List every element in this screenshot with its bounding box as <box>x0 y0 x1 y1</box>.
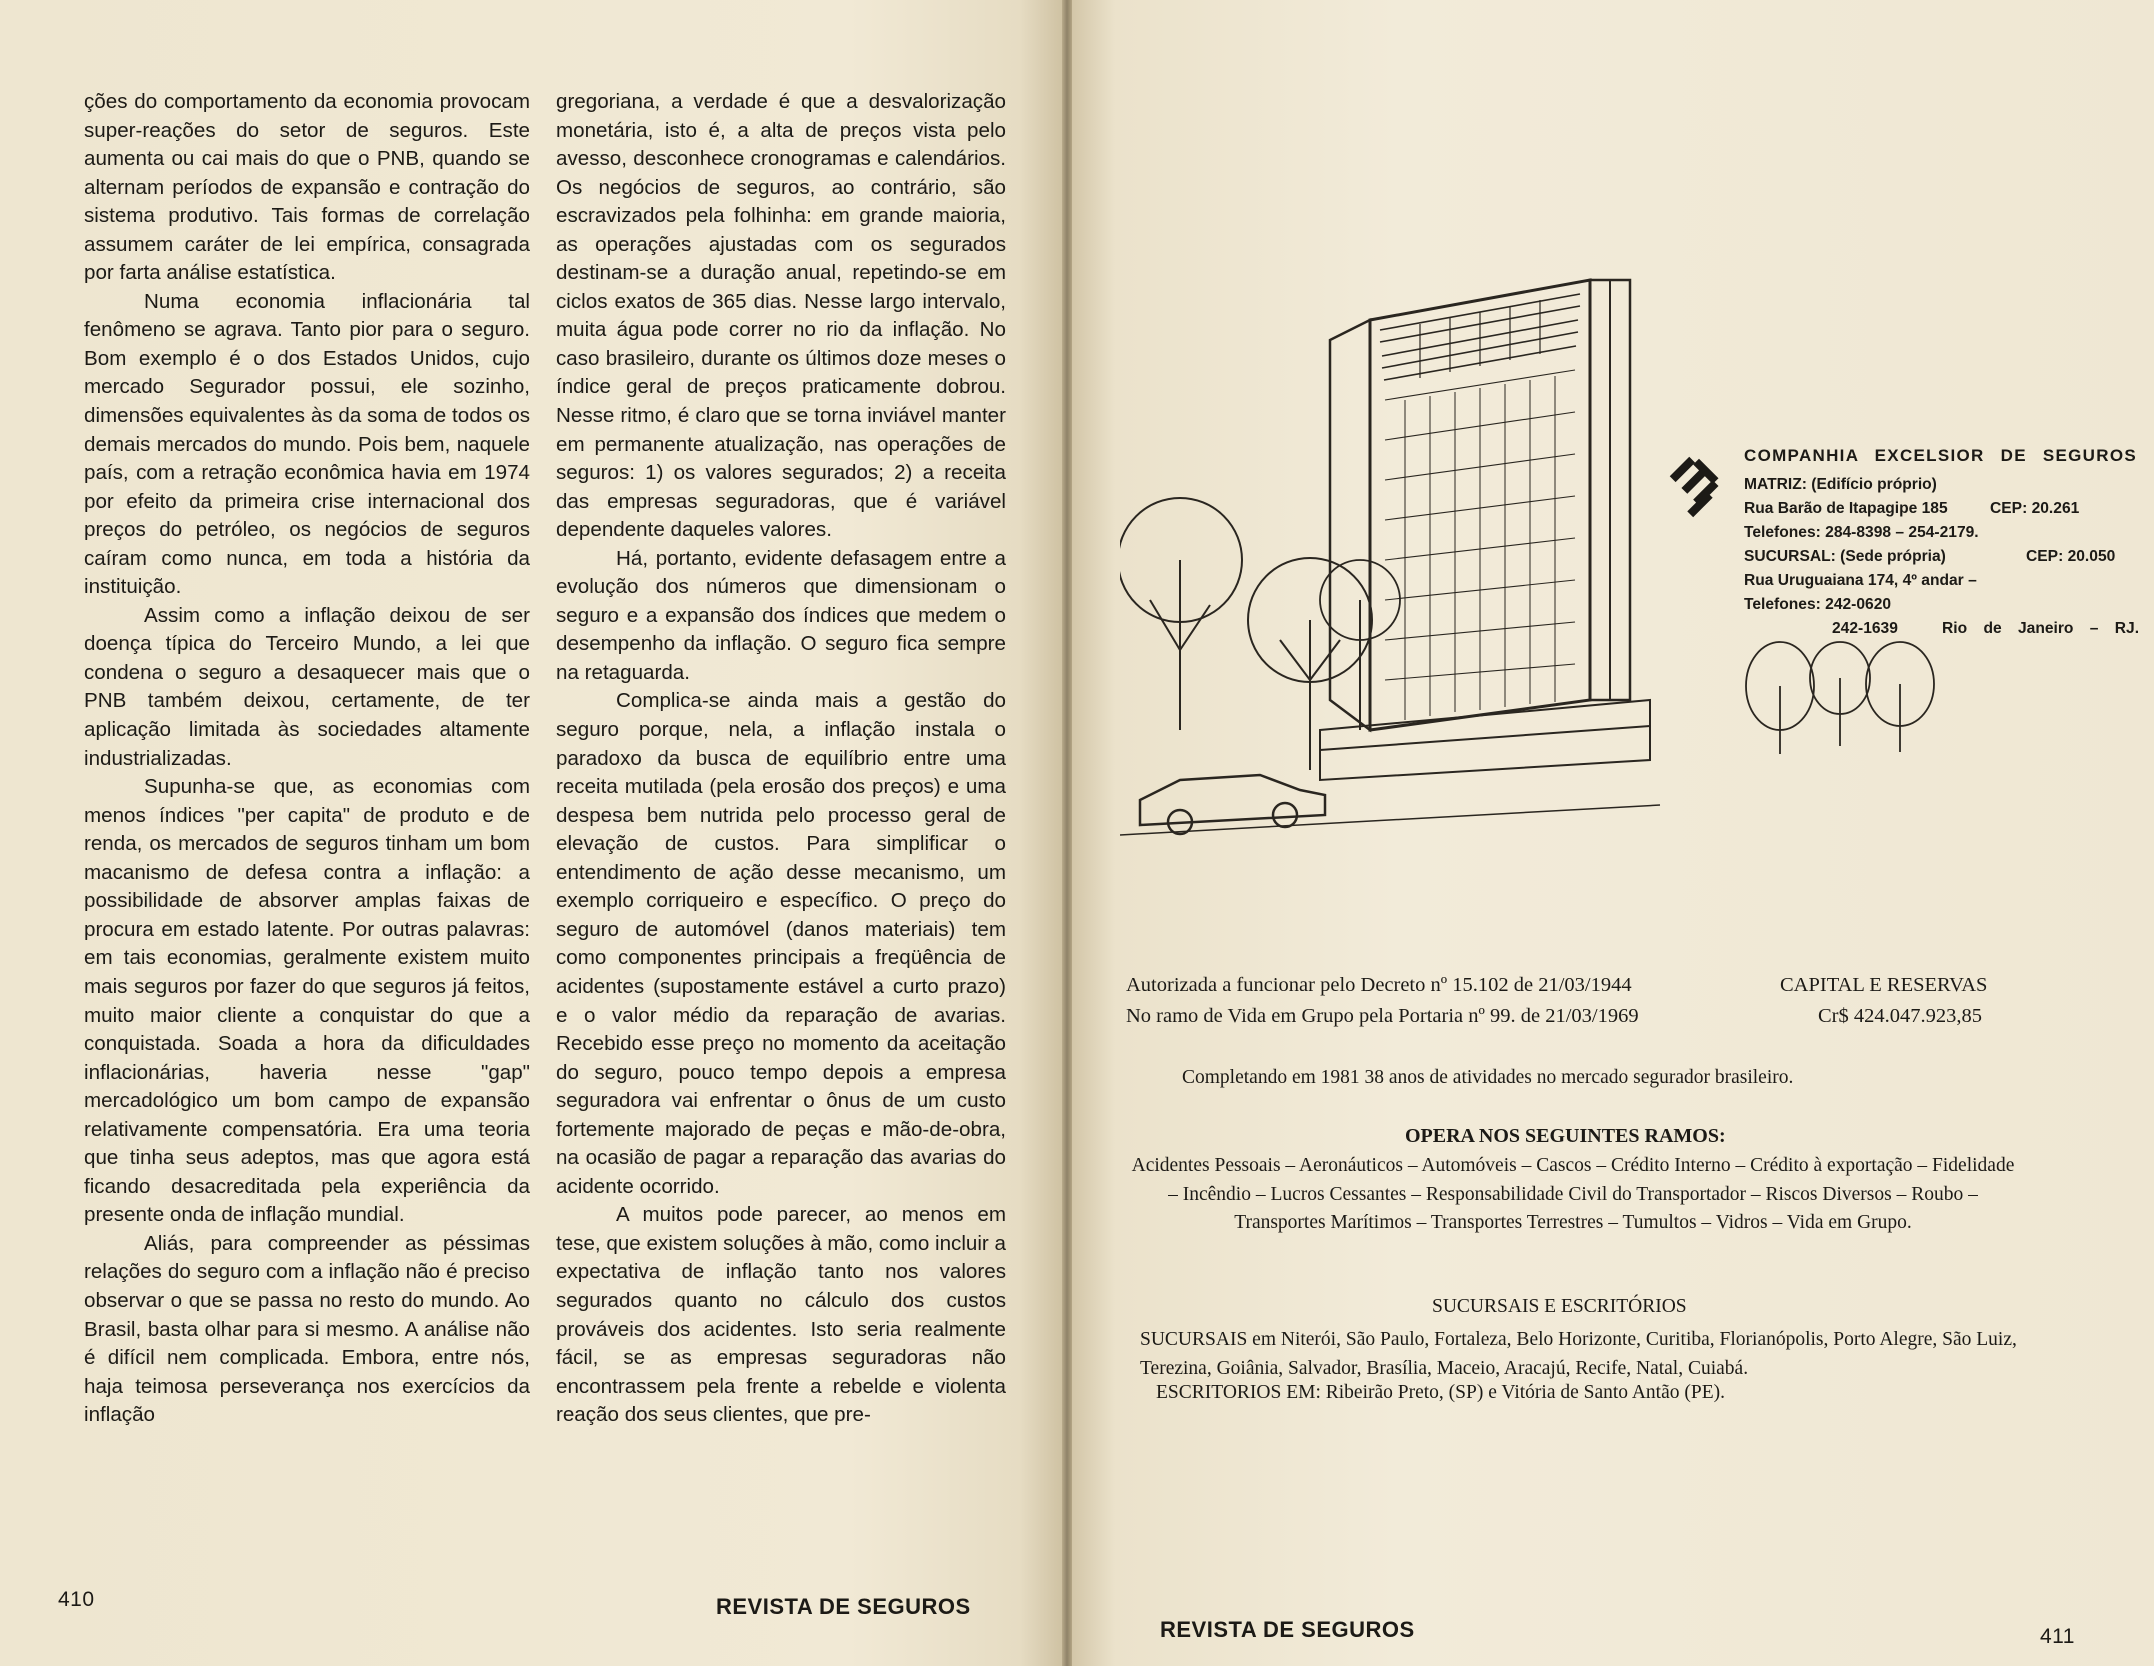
escritorios-line <box>1156 1382 1725 1404</box>
company-sucursal-address: Rua Uruguaiana 174, 4º andar – <box>1744 572 1977 589</box>
left-page <box>0 0 1062 1666</box>
company-sucursal-phones-2: 242-1639 <box>1832 620 1898 637</box>
company-sucursal: SUCURSAL: (Sede própria) <box>1744 548 1946 565</box>
authorization-portaria: No ramo de Vida em Grupo pela Portaria nº 99. de 21/03/1969 <box>1126 1005 1639 1027</box>
trees-illustration <box>1740 636 1950 756</box>
page-number-right: 411 <box>2040 1625 2075 1648</box>
company-name: COMPANHIA EXCELSIOR DE SEGUROS <box>1744 446 2137 465</box>
company-logo-icon <box>1660 446 1738 526</box>
paragraph: Numa economia inflacionária tal fenômeno se agrava. Tanto pior para o seguro. Bom exemplo é o dos Estados Unidos, cujo mercado Segurador possui, ele sozinho, dimensões equivalentes às da soma de todos os demais mercados do mundo. Pois bem, naquele país, com a retração econômica havia em 1974 por efeito da primeira crise internacional dos preços do petróleo, os negócios de seguros caíram como nunca, em toda a história da instituição. <box>84 289 530 599</box>
article-column-1 <box>84 88 530 1430</box>
escritorios-label: ESCRITORIOS EM: <box>1156 1382 1321 1403</box>
paragraph: Supunha-se que, as economias com menos índices "per capita" de produto e de renda, os mercados de seguros tinham um bom macanismo de defesa contra a inflação: a possibilidade de absorver amplas faixas de procura em estado latente. Por outras palavras: em tais economias, geralmente existem muito mais seguros por fazer do que seguros já feitos, muito maior cliente a conquistar do que a conquistada. Soada a hora da dificuldades inflacionárias, haveria nesse "gap" mercadológico um bom campo de expansão relativamente compensatória. Era uma teoria que tinha seus adeptos, mas que agora está ficando desacreditada pela experiência da presente onda de inflação mundial. <box>84 775 530 1227</box>
ramos-title: OPERA NOS SEGUINTES RAMOS: <box>1405 1125 1726 1147</box>
paragraph: Aliás, para compreender as péssimas relações do seguro com a inflação não é preciso observar o que se passa no resto do mundo. Ao Brasil, basta olhar para si mesmo. A análise não é difícil nem complicada. Embora, entre nós, haja teimosa perseverança nos exercícios da inflação <box>84 1231 530 1427</box>
company-matriz-phones: Telefones: 284-8398 – 254-2179. <box>1744 524 1979 541</box>
escritorios-text: Ribeirão Preto, (SP) e Vitória de Santo Antão (PE). <box>1325 1382 1725 1403</box>
paragraph: Assim como a inflação deixou de ser doença típica do Terceiro Mundo, a lei que condena o seguro a desaquecer mais que o PNB também deixou, certamente, de ter aplicação limitada às sociedades altamente industrializadas. <box>84 603 530 770</box>
paragraph: A muitos pode parecer, ao menos em tese, que existem soluções à mão, como incluir a expectativa de inflação tanto nos valores segurados quanto no cálculo dos custos prováveis dos acidentes. Isto seria realmente fácil, se as empresas seguradoras não encontrassem pela frente a rebelde e violenta reação dos seus clientes, que pre- <box>556 1203 1006 1427</box>
paragraph: ções do comportamento da economia provocam super-reações do setor de seguros. Este aumenta ou cai mais do que o PNB, quando se alternam períodos de expansão e contração do sistema produtivo. Tais formas de correlação assumem caráter de lei empírica, consagrada por farta análise estatística. <box>84 90 530 285</box>
capital-label: CAPITAL E RESERVAS <box>1780 974 1988 996</box>
page-number-left: 410 <box>58 1588 95 1611</box>
capital-value: Cr$ 424.047.923,85 <box>1818 1005 1982 1027</box>
article-column-2 <box>556 88 1006 1430</box>
sucursais-title: SUCURSAIS E ESCRITÓRIOS <box>1432 1296 1687 1317</box>
company-matriz: MATRIZ: (Edifício próprio) <box>1744 476 1937 493</box>
magazine-title-right: REVISTA DE SEGUROS <box>1160 1617 1415 1642</box>
company-sucursal-cep: CEP: 20.050 <box>2026 548 2116 565</box>
paragraph: Há, portanto, evidente defasagem entre a evolução dos números que dimensionam o seguro e a expansão dos índices que medem o desempenho da inflação. O seguro fica sempre na retaguarda. <box>556 546 1006 684</box>
magazine-title-left: REVISTA DE SEGUROS <box>716 1594 971 1619</box>
book-spine <box>1062 0 1072 1666</box>
completing-years-text: Completando em 1981 38 anos de atividades no mercado segurador brasileiro. <box>1182 1067 1794 1088</box>
building-illustration <box>1120 260 1680 840</box>
company-matriz-cep: CEP: 20.261 <box>1990 500 2080 517</box>
paragraph: gregoriana, a verdade é que a desvalorização monetária, isto é, a alta de preços vista pelo avesso, desconhece cronogramas e calendários. Os negócios de seguros, ao contrário, são escravizados pela folhinha: em grande maioria, as operações ajustadas com os segurados destinam-se a duração anual, repetindo-se em ciclos exatos de 365 dias. Nesse largo intervalo, muita água pode correr no rio da inflação. No caso brasileiro, durante os últimos doze meses o índice geral de preços praticamente dobrou. Nesse ritmo, é claro que se torna inviável manter em permanente atualização, nas operações de seguros: 1) os valores segurados; 2) a receita das empresas seguradoras, que é variável dependente daqueles valores. <box>556 90 1006 542</box>
sucursais-list: SUCURSAIS em Niterói, São Paulo, Fortaleza, Belo Horizonte, Curitiba, Florianópolis, Porto Alegre, São Luiz, Terezina, Goiânia, Salvador, Brasília, Maceio, Aracajú, Recife, Natal, Cuiabá. <box>1140 1329 2017 1379</box>
company-matriz-address: Rua Barão de Itapagipe 185 <box>1744 500 1948 517</box>
authorization-decree: Autorizada a funcionar pelo Decreto nº 15.102 de 21/03/1944 <box>1126 974 1632 996</box>
company-sucursal-phones: Telefones: 242-0620 <box>1744 596 1892 613</box>
paragraph: Complica-se ainda mais a gestão do seguro porque, nela, a inflação instala o paradoxo da busca de equilíbrio entre uma receita mutilada (pela erosão dos preços) e uma despesa bem nutrida pelo processo geral de elevação de custos. Para simplificar o entendimento de ação desse mecanismo, um exemplo corriqueiro e específico. O preço do seguro de automóvel (danos materiais) tem como componentes principais a freqüência de acidentes (supostamente estável a curto prazo) e o valor médio da reparação de avarias. Recebido esse preço no momento da aceitação do seguro, pouco tempo depois a empresa seguradora vai enfrentar o ônus de um custo fortemente majorado de peças e mão-de-obra, na ocasião de pagar a reparação das avarias do acidente ocorrido. <box>556 689 1006 1198</box>
ramos-list: Acidentes Pessoais – Aeronáuticos – Automóveis – Cascos – Crédito Interno – Crédito à exportação – Fidelidade – Incêndio – Lucros Cessantes – Responsabilidade Civil do Transportador – Riscos Diversos – Roubo – Transportes Marítimos – Transportes Terrestres – Tumultos – Vidros – Vida em Grupo. <box>1131 1155 2015 1233</box>
company-city: Rio de Janeiro – RJ. <box>1942 620 2140 637</box>
